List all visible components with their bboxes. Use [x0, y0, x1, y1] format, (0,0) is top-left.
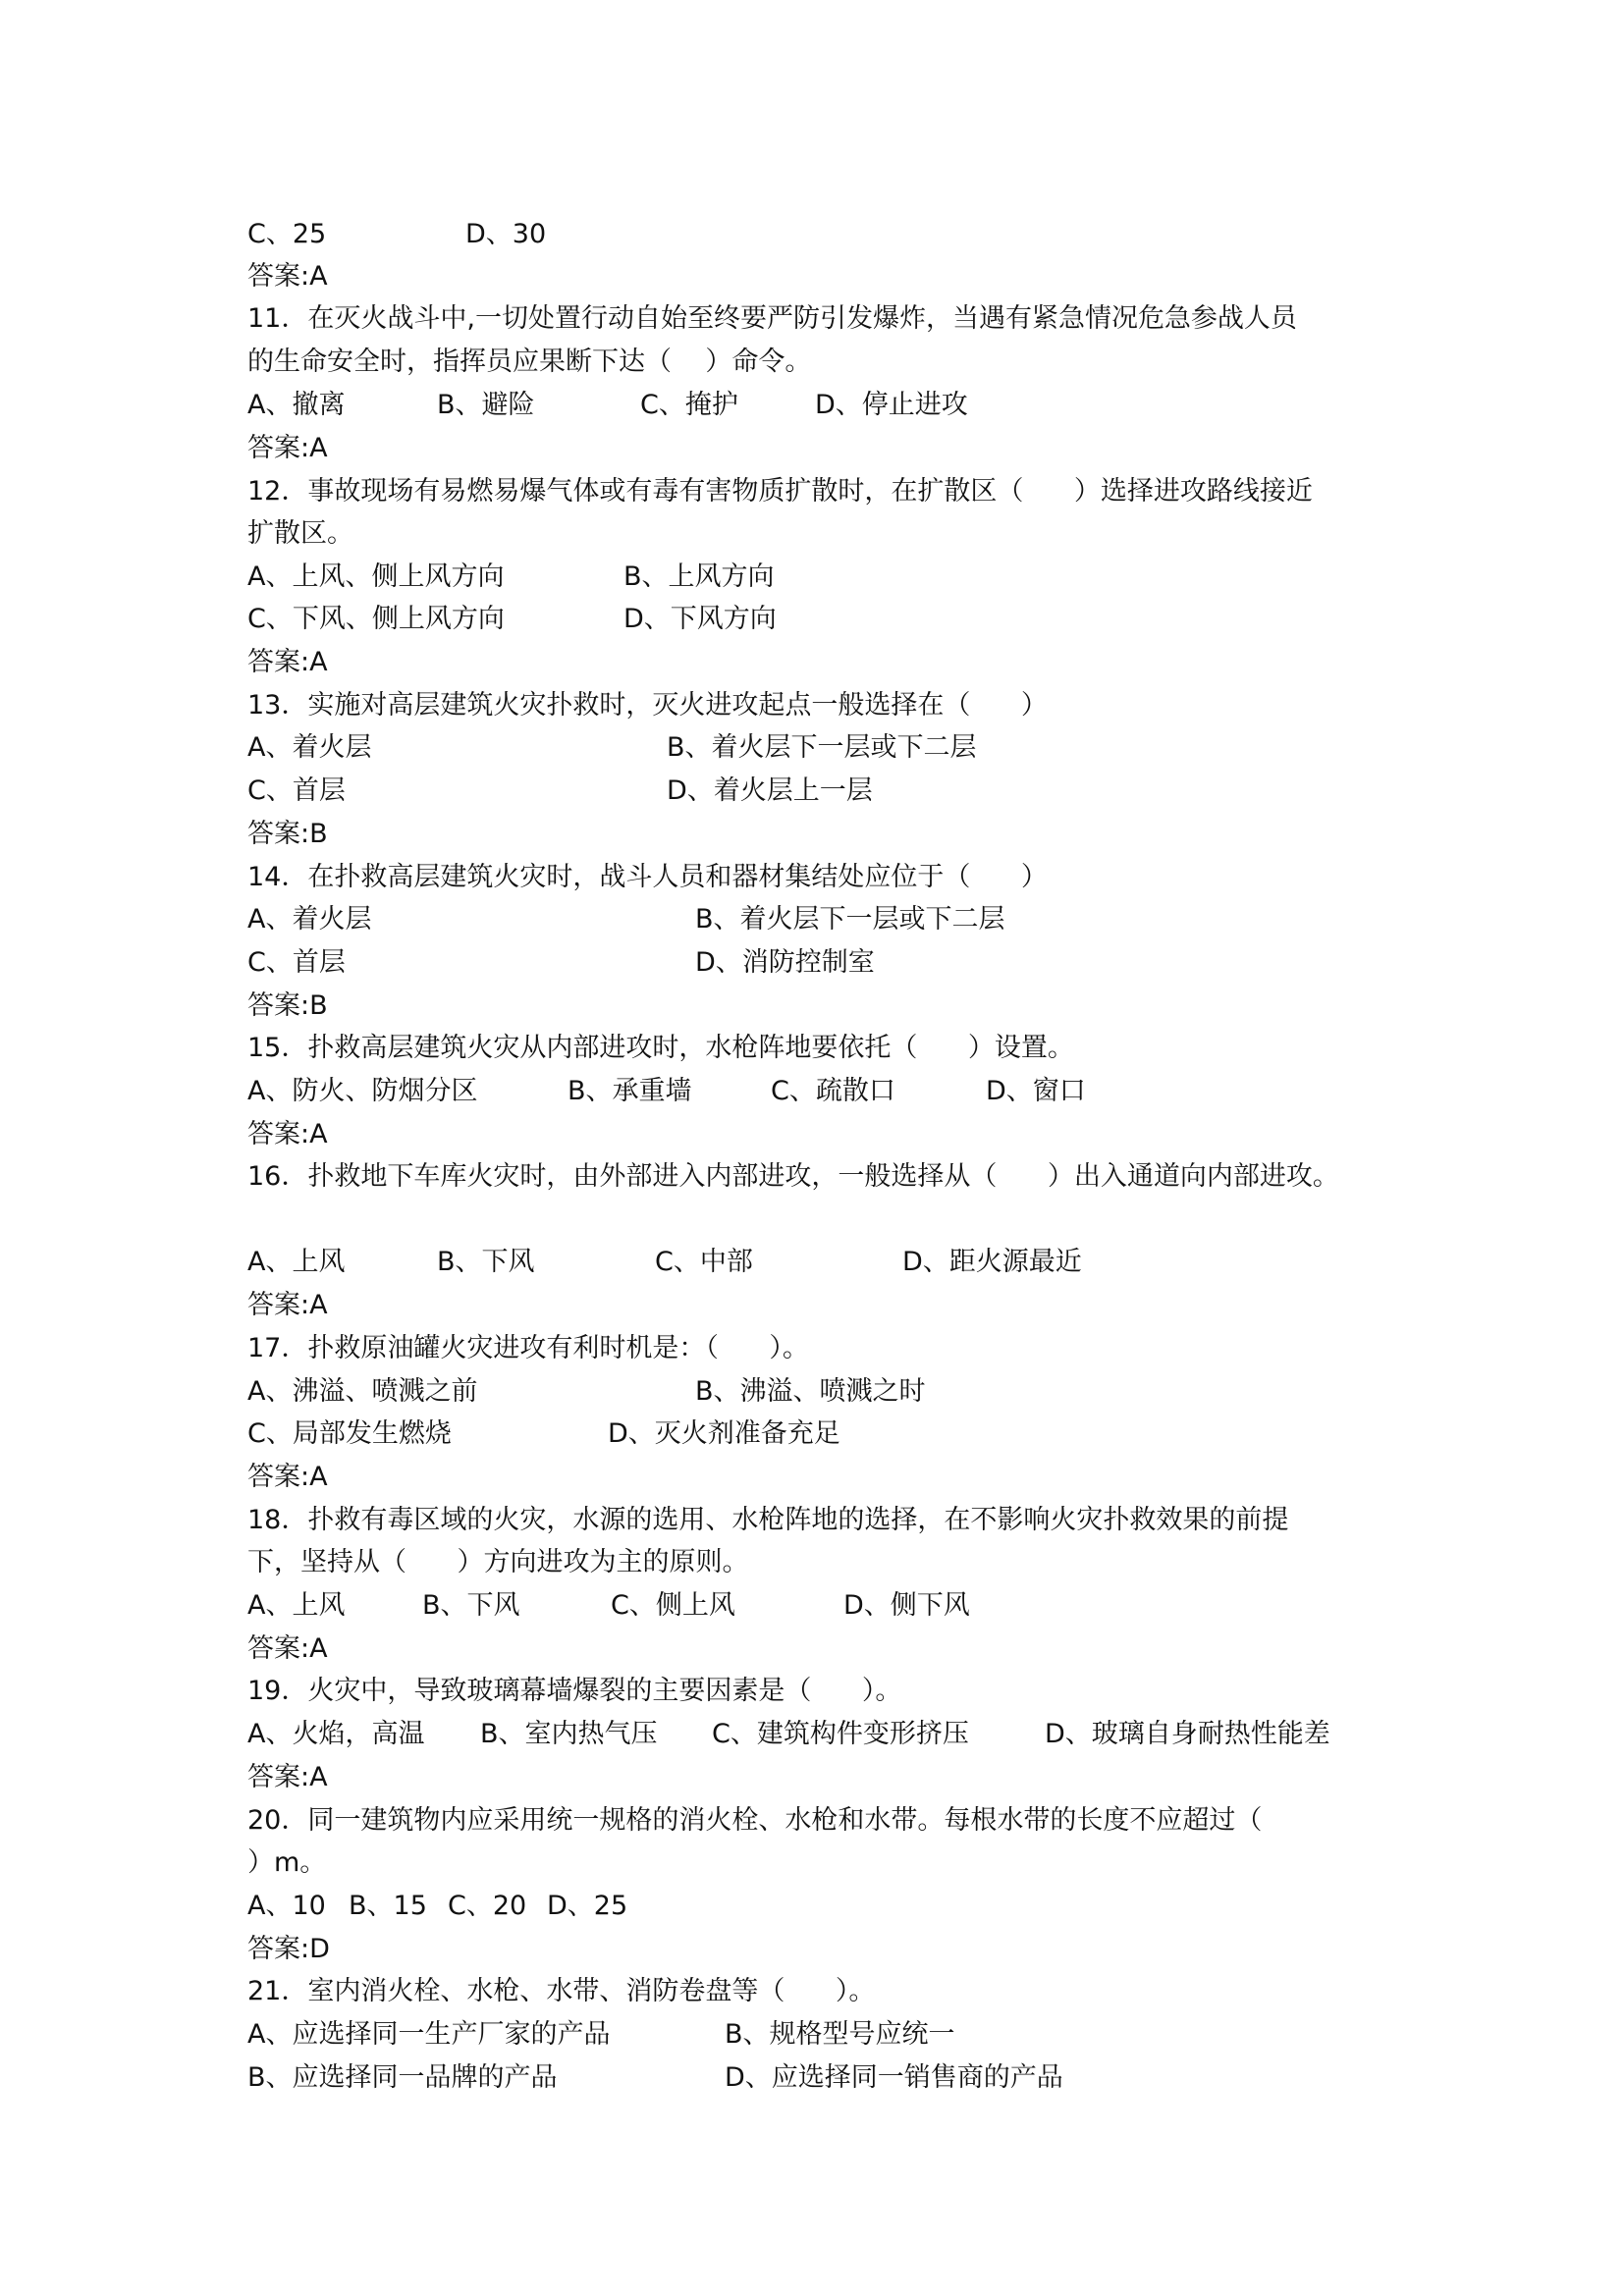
q12-stem-line1: 12．事故现场有易燃易爆气体或有毒有害物质扩散时，在扩散区（ ）选择进攻路线接近 — [247, 476, 1313, 507]
q15-answer: 答案:A — [247, 1119, 328, 1149]
q12-options-line1 — [247, 561, 775, 594]
q17-option-a: A、沸溢、喷溅之前 — [247, 1376, 478, 1407]
q15-options-line — [247, 1075, 1086, 1108]
q16-option-d: D、距火源最近 — [902, 1247, 1082, 1277]
q12-stem-line2: 扩散区。 — [247, 518, 353, 549]
q18-answer: 答案:A — [247, 1633, 328, 1664]
q15-option-c: C、疏散口 — [771, 1076, 895, 1106]
q12-answer: 答案:A — [247, 647, 328, 677]
q18-stem-line1: 18．扑救有毒区域的火灾，水源的选用、水枪阵地的选择，在不影响火灾扑救效果的前提 — [247, 1505, 1289, 1535]
q18-option-c: C、侧上风 — [611, 1590, 735, 1621]
q11-option-c: C、掩护 — [640, 390, 738, 420]
q21-options-line2 — [247, 2061, 1063, 2095]
q19-stem-line1: 19．火灾中，导致玻璃幕墙爆裂的主要因素是（ ）。 — [247, 1676, 902, 1706]
q17-answer: 答案:A — [247, 1462, 328, 1492]
q12-option-c: C、下风、侧上风方向 — [247, 604, 505, 634]
q12-option-a: A、上风、侧上风方向 — [247, 561, 505, 592]
q16-stem-line1: 16．扑救地下车库火灾时，由外部进入内部进攻，一般选择从（ ）出入通道向内部进攻。 — [247, 1161, 1339, 1192]
q19-option-b: B、室内热气压 — [480, 1719, 658, 1749]
q19-option-a: A、火焰，高温 — [247, 1719, 425, 1749]
q10-options-line — [247, 218, 547, 251]
q14-options-line2 — [247, 946, 875, 980]
q14-option-c: C、首层 — [247, 947, 346, 978]
q18-option-d: D、侧下风 — [843, 1590, 970, 1621]
q20-options-line — [247, 1890, 628, 1923]
q20-stem-line1: 20．同一建筑物内应采用统一规格的消火栓、水枪和水带。每根水带的长度不应超过（ — [247, 1805, 1263, 1836]
q15-option-a: A、防火、防烟分区 — [247, 1076, 478, 1106]
q17-options-line1 — [247, 1375, 926, 1409]
q13-option-d: D、着火层上一层 — [667, 775, 873, 806]
q21-option-c: B、应选择同一品牌的产品 — [247, 2062, 558, 2093]
q16-options-line — [247, 1246, 1082, 1279]
q21-options-line1 — [247, 2018, 955, 2052]
q11-option-d: D、停止进攻 — [815, 390, 968, 420]
q20-option-b: B、15 — [349, 1891, 427, 1921]
q17-stem-line1: 17．扑救原油罐火灾进攻有利时机是：（ ）。 — [247, 1333, 809, 1363]
q20-answer: 答案:D — [247, 1934, 330, 1964]
q20-stem-line2: ）m。 — [247, 1847, 327, 1878]
q19-option-c: C、建筑构件变形挤压 — [712, 1719, 969, 1749]
q12-option-d: D、下风方向 — [623, 604, 777, 634]
q21-stem-line1: 21．室内消火栓、水枪、水带、消防卷盘等（ ）。 — [247, 1976, 876, 2006]
q17-option-c: C、局部发生燃烧 — [247, 1418, 452, 1449]
q14-answer: 答案:B — [247, 990, 328, 1021]
q14-option-a: A、着火层 — [247, 904, 372, 934]
q16-option-b: B、下风 — [437, 1247, 535, 1277]
q18-option-a: A、上风 — [247, 1590, 346, 1621]
q13-options-line1 — [247, 731, 977, 765]
q13-option-b: B、着火层下一层或下二层 — [667, 732, 977, 763]
q14-options-line1 — [247, 903, 1005, 936]
q11-option-a: A、撤离 — [247, 390, 346, 420]
q13-stem-line1: 13．实施对高层建筑火灾扑救时，灭火进攻起点一般选择在（ ） — [247, 690, 1048, 721]
q11-option-b: B、避险 — [437, 390, 535, 420]
q11-stem-line1: 11．在灭火战斗中,一切处置行动自始至终要严防引发爆炸，当遇有紧急情况危急参战人员 — [247, 303, 1297, 334]
q18-stem-line2: 下，坚持从（ ）方向进攻为主的原则。 — [247, 1547, 749, 1577]
q20-option-d: D、25 — [547, 1891, 628, 1921]
q13-options-line2 — [247, 774, 873, 808]
q14-option-b: B、着火层下一层或下二层 — [695, 904, 1005, 934]
q21-option-a: A、应选择同一生产厂家的产品 — [247, 2019, 611, 2050]
q21-option-d: D、应选择同一销售商的产品 — [725, 2062, 1063, 2093]
q16-answer: 答案:A — [247, 1290, 328, 1320]
q16-option-c: C、中部 — [655, 1247, 753, 1277]
q17-option-b: B、沸溢、喷溅之时 — [695, 1376, 926, 1407]
q18-options-line — [247, 1589, 970, 1623]
q16-option-a: A、上风 — [247, 1247, 346, 1277]
q12-option-b: B、上风方向 — [623, 561, 775, 592]
q12-options-line2 — [247, 603, 777, 636]
q15-option-b: B、承重墙 — [568, 1076, 692, 1106]
q10-answer: 答案:A — [247, 261, 328, 292]
q17-option-d: D、灭火剂准备充足 — [608, 1418, 840, 1449]
q11-options-line — [247, 389, 968, 422]
q21-option-b: B、规格型号应统一 — [725, 2019, 955, 2050]
q14-option-d: D、消防控制室 — [695, 947, 875, 978]
q11-answer: 答案:A — [247, 433, 328, 463]
q15-stem-line1: 15．扑救高层建筑火灾从内部进攻时，水枪阵地要依托（ ）设置。 — [247, 1033, 1074, 1063]
q18-option-b: B、下风 — [422, 1590, 520, 1621]
q15-option-d: D、窗口 — [986, 1076, 1086, 1106]
q13-option-a: A、着火层 — [247, 732, 372, 763]
q13-answer: 答案:B — [247, 819, 328, 849]
q10-option-c: C、25 — [247, 219, 327, 249]
q19-option-d: D、玻璃自身耐热性能差 — [1045, 1719, 1330, 1749]
q10-option-d: D、30 — [465, 219, 547, 249]
q20-option-a: A、10 — [247, 1891, 326, 1921]
q20-option-c: C、20 — [448, 1891, 527, 1921]
q19-answer: 答案:A — [247, 1762, 328, 1792]
q14-stem-line1: 14．在扑救高层建筑火灾时，战斗人员和器材集结处应位于（ ） — [247, 862, 1048, 892]
q19-options-line — [247, 1718, 1330, 1751]
q13-option-c: C、首层 — [247, 775, 346, 806]
q17-options-line2 — [247, 1417, 840, 1451]
q11-stem-line2: 的生命安全时，指挥员应果断下达（ ）命令。 — [247, 347, 812, 377]
